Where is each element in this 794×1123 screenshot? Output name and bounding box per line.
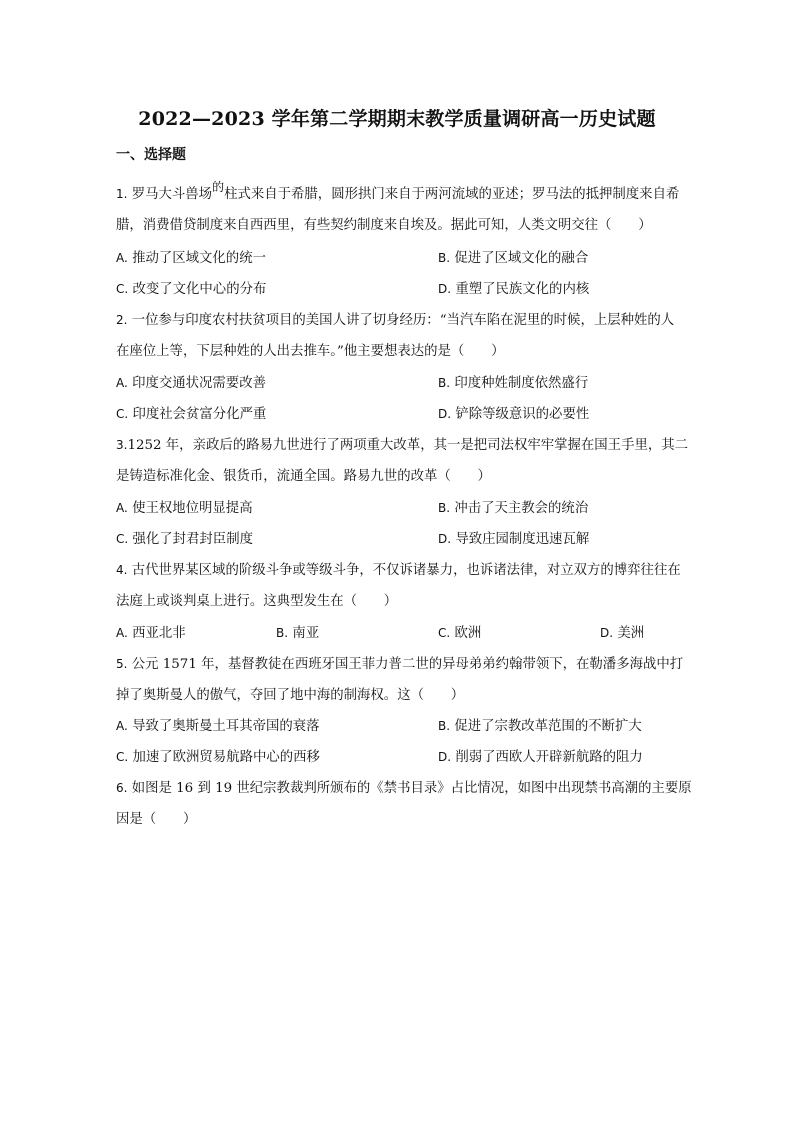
option-letter: B. xyxy=(438,719,451,733)
option-1d[interactable] xyxy=(438,279,589,300)
option-letter: C. xyxy=(116,282,129,296)
option-1c[interactable] xyxy=(116,279,266,300)
question-5-line-1 xyxy=(116,649,698,680)
option-text: 铲除等级意识的必要性 xyxy=(455,407,590,422)
question-number: 2. xyxy=(116,313,128,327)
option-letter: A. xyxy=(116,719,128,733)
option-letter: A. xyxy=(116,251,128,265)
question-text: 罗马大斗兽场 xyxy=(131,187,213,202)
option-letter: D. xyxy=(600,626,614,640)
option-text: 强化了封君封臣制度 xyxy=(132,532,253,547)
option-4d[interactable] xyxy=(600,623,644,644)
question-3-line-1 xyxy=(116,430,698,461)
question-1-line-2: 腊，消费借贷制度来自西西里，有些契约制度来自埃及。据此可知，人类文明交往（ ） xyxy=(116,218,652,233)
question-4-line-1 xyxy=(116,555,698,586)
question-6-line-1 xyxy=(116,773,698,804)
option-4b[interactable] xyxy=(276,623,319,644)
option-3b[interactable] xyxy=(438,498,588,519)
question-1 xyxy=(116,179,698,241)
option-text: 西亚北非 xyxy=(132,626,186,641)
option-text: 印度交通状况需要改善 xyxy=(132,376,266,391)
option-text: 欧洲 xyxy=(454,626,482,641)
question-6-line-2: 因是（ ） xyxy=(116,812,197,827)
option-text: 导致了奥斯曼土耳其帝国的衰落 xyxy=(132,719,320,734)
option-5d[interactable] xyxy=(438,747,643,768)
option-2c[interactable] xyxy=(116,404,266,425)
option-text: 南亚 xyxy=(292,626,320,641)
option-text: 加速了欧洲贸易航路中心的西移 xyxy=(132,750,320,765)
option-text: 促进了宗教改革范围的不断扩大 xyxy=(454,719,642,734)
question-text: 古代世界某区域的阶级斗争或等级斗争，不仅诉诸暴力，也诉诸法律，对立双方的博弈往往在 xyxy=(131,563,681,578)
option-letter: D. xyxy=(438,282,452,296)
question-number: 1. xyxy=(116,187,128,201)
question-2-line-2: 在座位上等，下层种姓的人出去推车。”他主要想表达的是（ ） xyxy=(116,344,505,359)
option-letter: B. xyxy=(438,501,451,515)
option-letter: C. xyxy=(116,532,129,546)
option-text: 印度种姓制度依然盛行 xyxy=(454,376,589,391)
option-letter: A. xyxy=(116,626,128,640)
option-text: 促进了区域文化的融合 xyxy=(454,251,589,266)
question-4 xyxy=(116,555,698,617)
option-text: 重塑了民族文化的内核 xyxy=(455,282,590,297)
question-3-line-2: 是铸造标准化金、银货币，流通全国。路易九世的改革（ ） xyxy=(116,469,491,484)
option-5c[interactable] xyxy=(116,747,320,768)
option-letter: B. xyxy=(438,376,451,390)
question-number: 6. xyxy=(116,781,128,795)
option-letter: A. xyxy=(116,376,128,390)
superscript-char: 的 xyxy=(212,180,225,194)
question-2 xyxy=(116,305,698,367)
option-4c[interactable] xyxy=(438,623,481,644)
option-2b[interactable] xyxy=(438,373,588,394)
option-text: 印度社会贫富分化严重 xyxy=(132,407,267,422)
option-4a[interactable] xyxy=(116,623,186,644)
option-letter: A. xyxy=(116,501,128,515)
section-heading: 一、选择题 xyxy=(116,147,186,163)
option-1a[interactable] xyxy=(116,248,266,269)
page-title: 2022—2023 学年第二学期期末教学质量调研高一历史试题 xyxy=(138,108,656,130)
option-2d[interactable] xyxy=(438,404,589,425)
option-letter: B. xyxy=(276,626,289,640)
option-3c[interactable] xyxy=(116,529,253,550)
option-3d[interactable] xyxy=(438,529,589,550)
option-text: 导致庄园制度迅速瓦解 xyxy=(455,532,590,547)
option-letter: D. xyxy=(438,407,452,421)
question-1-line-1 xyxy=(116,179,698,210)
option-letter: C. xyxy=(116,407,129,421)
option-5a[interactable] xyxy=(116,716,320,737)
question-text: 一位参与印度农村扶贫项目的美国人讲了切身经历：“当汽车陷在泥里的时候，上层种姓的人 xyxy=(131,313,675,328)
question-text: 1252 年，亲政后的路易九世进行了两项重大改革，其一是把司法权牢牢掌握在国王手里，其二 xyxy=(127,438,689,453)
question-5 xyxy=(116,649,698,711)
option-letter: B. xyxy=(438,251,451,265)
option-text: 改变了文化中心的分布 xyxy=(132,282,267,297)
question-text: 柱式来自于希腊，圆形拱门来自于两河流域的亚述；罗马法的抵押制度来自希 xyxy=(224,187,680,202)
option-5b[interactable] xyxy=(438,716,642,737)
question-6 xyxy=(116,773,698,835)
option-text: 推动了区域文化的统一 xyxy=(132,251,266,266)
option-text: 使王权地位明显提高 xyxy=(132,501,253,516)
question-5-line-2: 掉了奥斯曼人的傲气，夺回了地中海的制海权。这（ ） xyxy=(116,688,465,703)
question-number: 3. xyxy=(116,438,128,452)
question-number: 5. xyxy=(116,657,128,671)
option-text: 削弱了西欧人开辟新航路的阻力 xyxy=(455,750,643,765)
option-text: 冲击了天主教会的统治 xyxy=(454,501,589,516)
question-number: 4. xyxy=(116,563,128,577)
option-2a[interactable] xyxy=(116,373,266,394)
question-3 xyxy=(116,430,698,492)
question-2-line-1 xyxy=(116,305,698,336)
option-letter: C. xyxy=(438,626,451,640)
option-letter: D. xyxy=(438,532,452,546)
option-1b[interactable] xyxy=(438,248,588,269)
option-text: 美洲 xyxy=(617,626,645,641)
question-4-line-2: 法庭上或谈判桌上进行。这典型发生在（ ） xyxy=(116,594,398,609)
option-letter: D. xyxy=(438,750,452,764)
option-3a[interactable] xyxy=(116,498,253,519)
option-letter: C. xyxy=(116,750,129,764)
question-text: 如图是 16 到 19 世纪宗教裁判所颁布的《禁书目录》占比情况，如图中出现禁书高潮的主要原 xyxy=(131,781,692,796)
question-text: 公元 1571 年，基督教徒在西班牙国王菲力普二世的异母弟弟约翰带领下，在勒潘多海战中打 xyxy=(131,657,684,672)
